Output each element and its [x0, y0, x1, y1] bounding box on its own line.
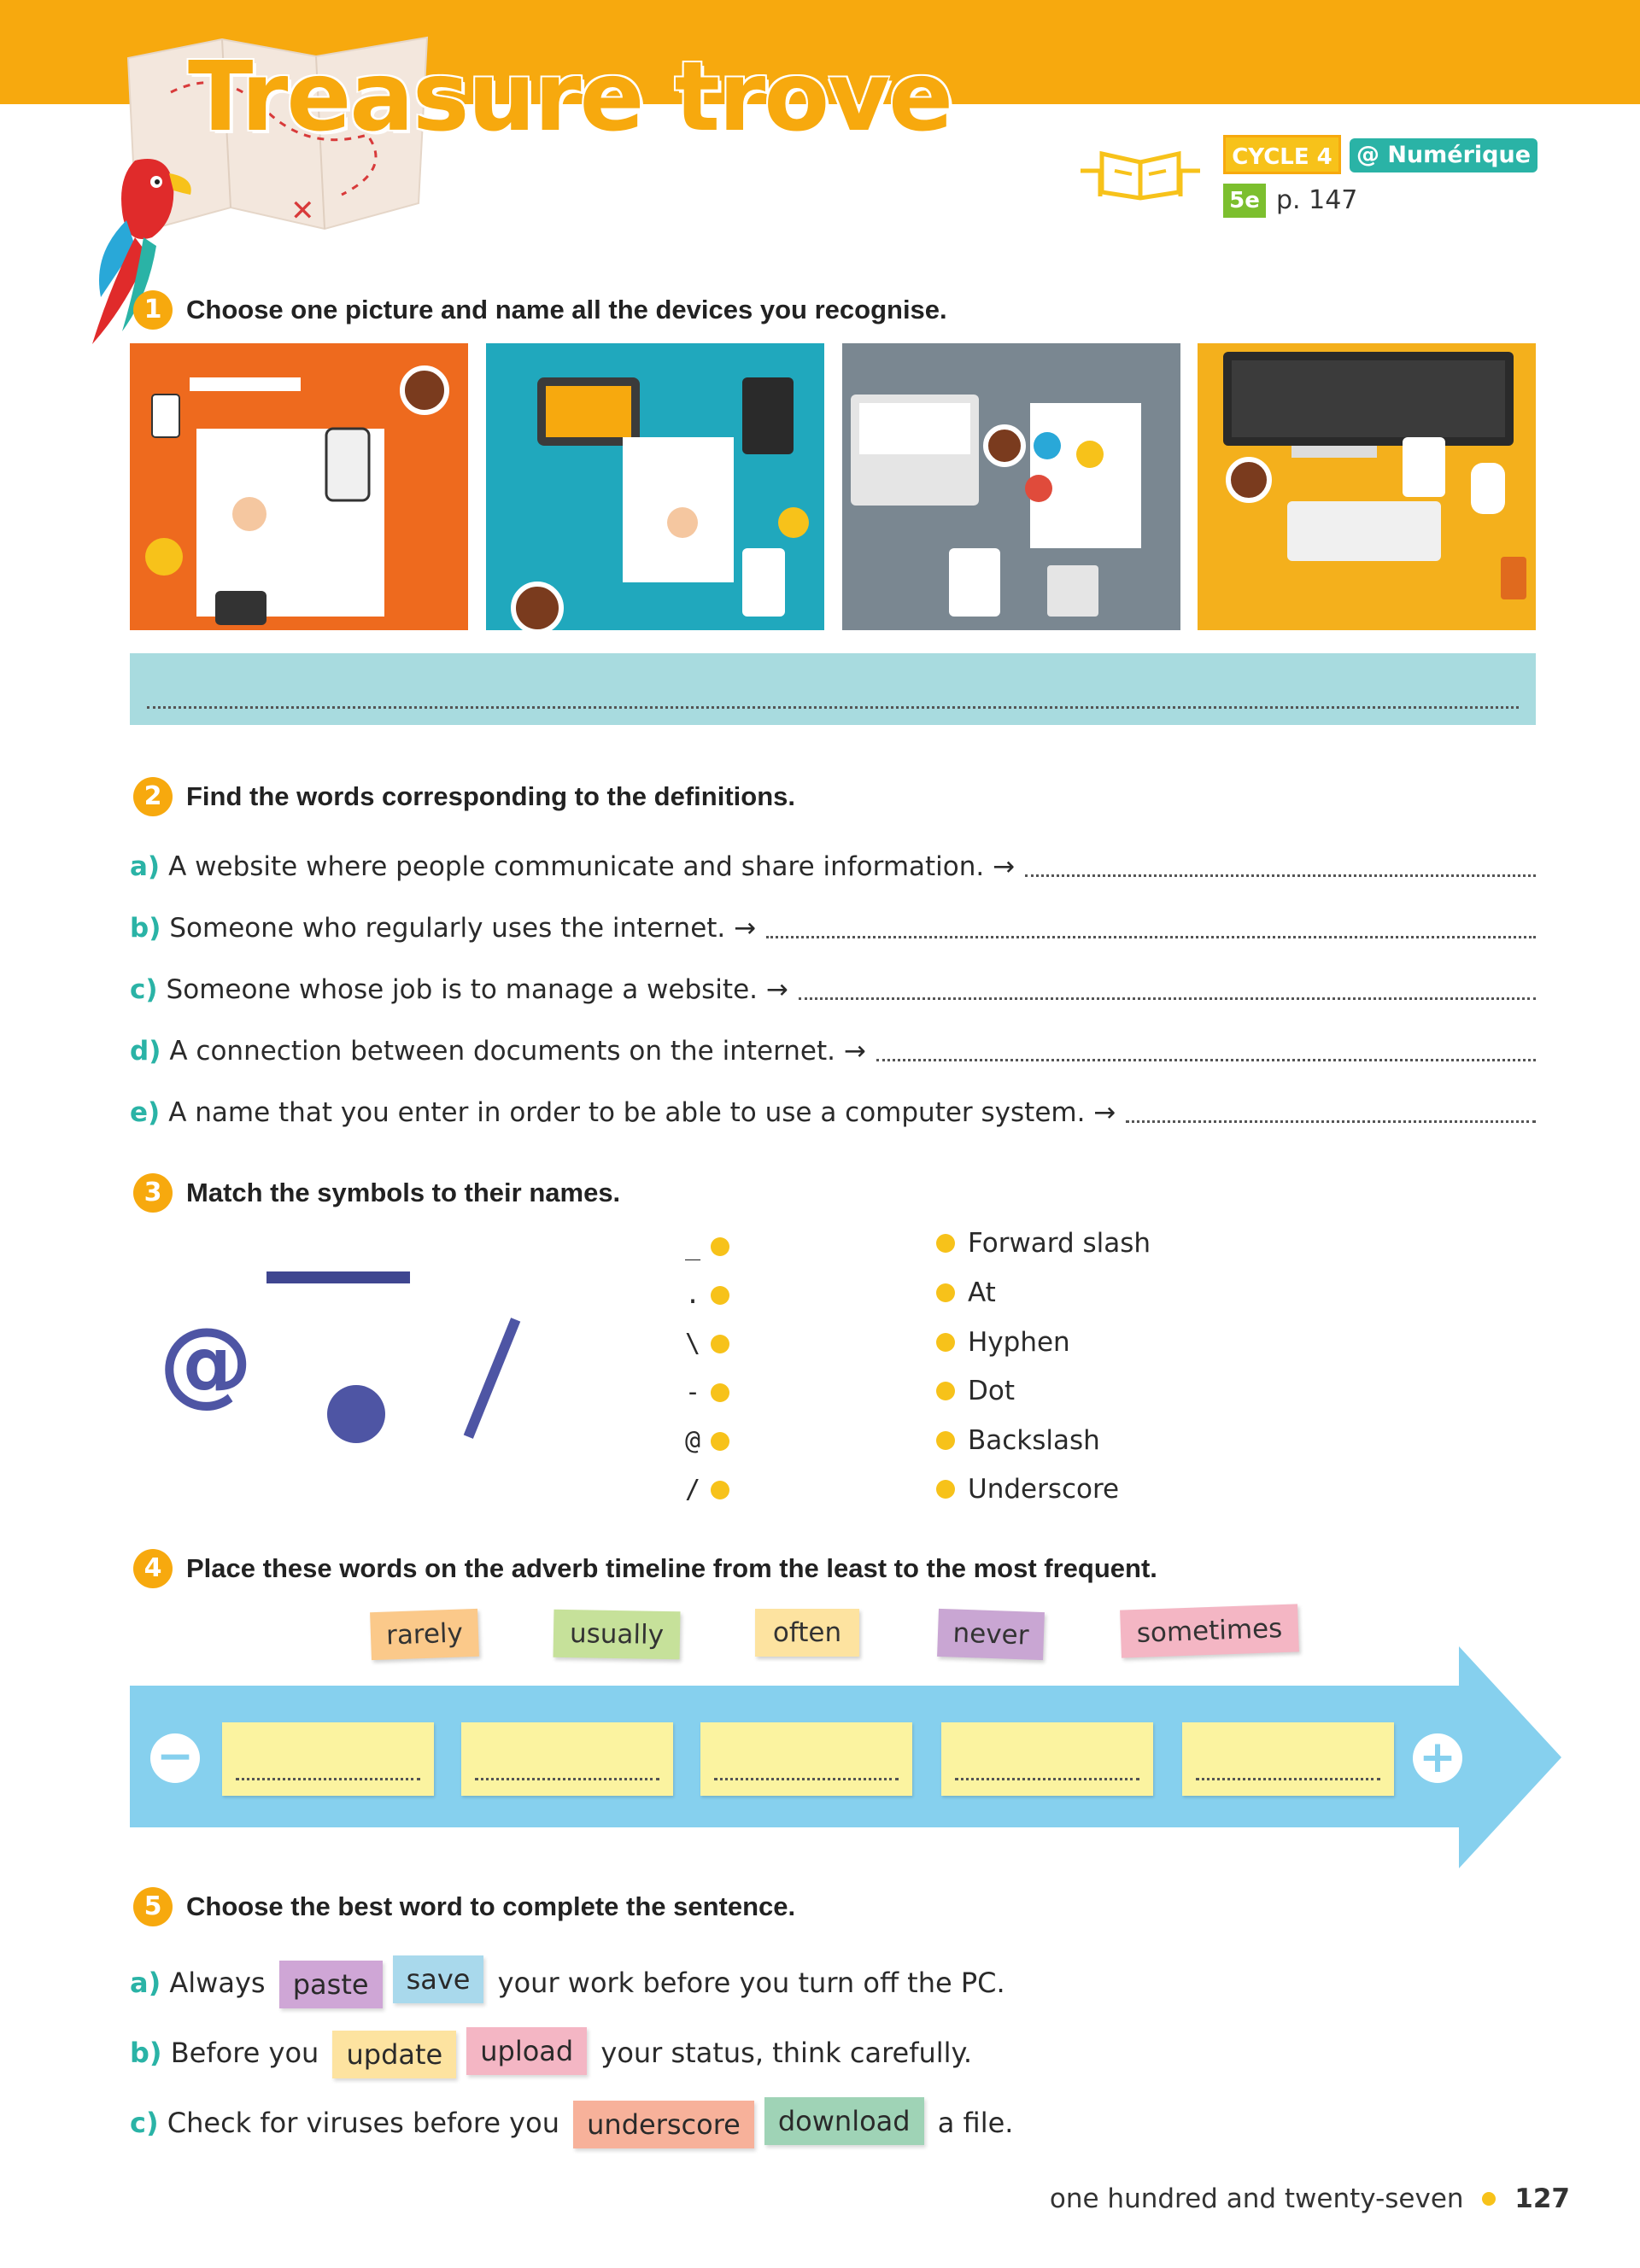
exercise-number: 1 [133, 290, 173, 330]
word-tag[interactable]: rarely [370, 1609, 479, 1660]
word-choice-1[interactable]: underscore [573, 2101, 754, 2148]
exercise-1-answer-field[interactable] [130, 653, 1536, 725]
slash-illustration [464, 1318, 521, 1439]
exercise-number: 5 [133, 1887, 173, 1926]
symbol-name: Hyphen [968, 1327, 1070, 1358]
symbol-name: Forward slash [968, 1228, 1151, 1259]
symbol-label: . [684, 1280, 700, 1310]
symbol-name: Dot [968, 1376, 1015, 1406]
page-number: 127 [1514, 2183, 1570, 2214]
definition-label: c) [130, 974, 158, 1005]
dot-illustration [327, 1385, 385, 1443]
digital-badge[interactable]: @ Numérique [1350, 138, 1538, 172]
symbol-match-dot[interactable] [711, 1432, 729, 1451]
sentence-row [130, 1959, 1005, 2008]
word-tag[interactable]: never [937, 1609, 1045, 1660]
symbol-label: @ [684, 1426, 700, 1456]
name-match-dot[interactable] [936, 1333, 955, 1352]
at-symbol-illustration: @ [159, 1307, 253, 1417]
sentence-end: your work before you turn off the PC. [497, 1967, 1005, 1999]
definition-row [130, 909, 1536, 947]
word-choice-2[interactable]: upload [466, 2027, 587, 2075]
picture-1-desk-illustration[interactable] [130, 343, 468, 630]
sentence-label: b) [130, 2037, 162, 2069]
definition-text: A website where people communicate and share information. → [168, 851, 1016, 882]
definition-label: a) [130, 851, 161, 882]
word-choice-1[interactable]: update [332, 2031, 456, 2078]
symbol-match-dot[interactable] [711, 1237, 729, 1256]
answer-line[interactable] [799, 971, 1536, 1000]
exercise-number: 4 [133, 1549, 173, 1588]
plus-icon: + [1413, 1733, 1462, 1783]
name-match-dot[interactable] [936, 1283, 955, 1302]
sentence-start: Check for viruses before you [167, 2107, 559, 2139]
page-footer [1050, 2180, 1570, 2218]
definition-label: d) [130, 1036, 161, 1067]
symbol-match-dot[interactable] [711, 1383, 729, 1402]
symbol-name: At [968, 1277, 996, 1308]
answer-line[interactable] [1126, 1094, 1536, 1123]
exercise-4-instruction: Place these words on the adverb timeline from the least to the most frequent. [186, 1553, 1157, 1583]
cycle-badge: CYCLE 4 [1223, 135, 1341, 174]
symbol-label: _ [684, 1231, 700, 1261]
level-badge: 5e [1223, 184, 1266, 218]
underscore-illustration [266, 1271, 410, 1283]
definition-text: Someone who regularly uses the internet. → [169, 913, 757, 944]
definition-row [130, 971, 1536, 1008]
definition-text: A connection between documents on the internet. → [169, 1036, 866, 1067]
definition-row [130, 1032, 1536, 1070]
picture-3-desk-illustration[interactable] [842, 343, 1180, 630]
symbol-label: - [684, 1377, 700, 1407]
word-tag[interactable]: usually [554, 1610, 681, 1660]
picture-2-desk-illustration[interactable] [486, 343, 824, 630]
definition-label: e) [130, 1097, 161, 1128]
word-tag[interactable]: sometimes [1120, 1604, 1299, 1657]
sentence-start: Before you [170, 2037, 319, 2069]
timeline-slot[interactable] [1182, 1722, 1394, 1796]
timeline-slot[interactable] [941, 1722, 1153, 1796]
symbol-name: Backslash [968, 1425, 1100, 1456]
symbol-match-dot[interactable] [711, 1335, 729, 1353]
name-match-dot[interactable] [936, 1431, 955, 1450]
timeline-slot[interactable] [461, 1722, 673, 1796]
exercise-2-instruction: Find the words corresponding to the definitions. [186, 781, 795, 811]
word-choice-1[interactable]: paste [279, 1961, 383, 2008]
exercise-5-instruction: Choose the best word to complete the sentence. [186, 1891, 796, 1921]
name-match-dot[interactable] [936, 1234, 955, 1253]
word-tag[interactable]: often [755, 1609, 859, 1657]
timeline-slot[interactable] [700, 1722, 912, 1796]
name-match-dot[interactable] [936, 1382, 955, 1400]
definition-text: A name that you enter in order to be able to use a computer system. → [168, 1097, 1116, 1128]
page-number-words: one hundred and twenty-seven [1049, 2183, 1464, 2214]
timeline-slot[interactable] [222, 1722, 434, 1796]
sentence-start: Always [169, 1967, 266, 1999]
symbol-name: Underscore [968, 1474, 1120, 1505]
minus-icon: − [150, 1733, 200, 1783]
definition-text: Someone whose job is to manage a website. → [166, 974, 788, 1005]
sentence-end: a file. [937, 2107, 1014, 2139]
answer-line[interactable] [1025, 848, 1536, 877]
word-choice-2[interactable]: save [393, 1955, 484, 2003]
page-reference: p. 147 [1276, 185, 1358, 215]
answer-line[interactable] [766, 909, 1536, 938]
symbol-label: / [684, 1475, 700, 1505]
separator-dot [1482, 2192, 1496, 2206]
page-title: Treasure trove [188, 42, 952, 153]
symbol-label: \ [684, 1329, 700, 1359]
symbol-match-dot[interactable] [711, 1286, 729, 1305]
definition-row [130, 1094, 1536, 1131]
name-match-dot[interactable] [936, 1480, 955, 1499]
definition-row [130, 848, 1536, 886]
answer-line[interactable] [876, 1032, 1536, 1061]
exercise-1-instruction: Choose one picture and name all the devices you recognise. [186, 295, 947, 324]
exercise-3-instruction: Match the symbols to their names. [186, 1178, 621, 1207]
sentence-row [130, 2029, 972, 2078]
exercise-number: 3 [133, 1173, 173, 1213]
svg-text:✕: ✕ [290, 194, 315, 228]
word-choice-2[interactable]: download [764, 2097, 924, 2145]
sentence-end: your status, think carefully. [600, 2037, 973, 2069]
sentence-label: a) [130, 1967, 161, 1999]
picture-4-desk-illustration[interactable] [1198, 343, 1536, 630]
symbol-match-dot[interactable] [711, 1481, 729, 1499]
definition-label: b) [130, 913, 161, 944]
sentence-row [130, 2099, 1013, 2148]
exercise-number: 2 [133, 777, 173, 816]
reading-hands-icon [1076, 137, 1204, 207]
sentence-label: c) [130, 2107, 159, 2139]
